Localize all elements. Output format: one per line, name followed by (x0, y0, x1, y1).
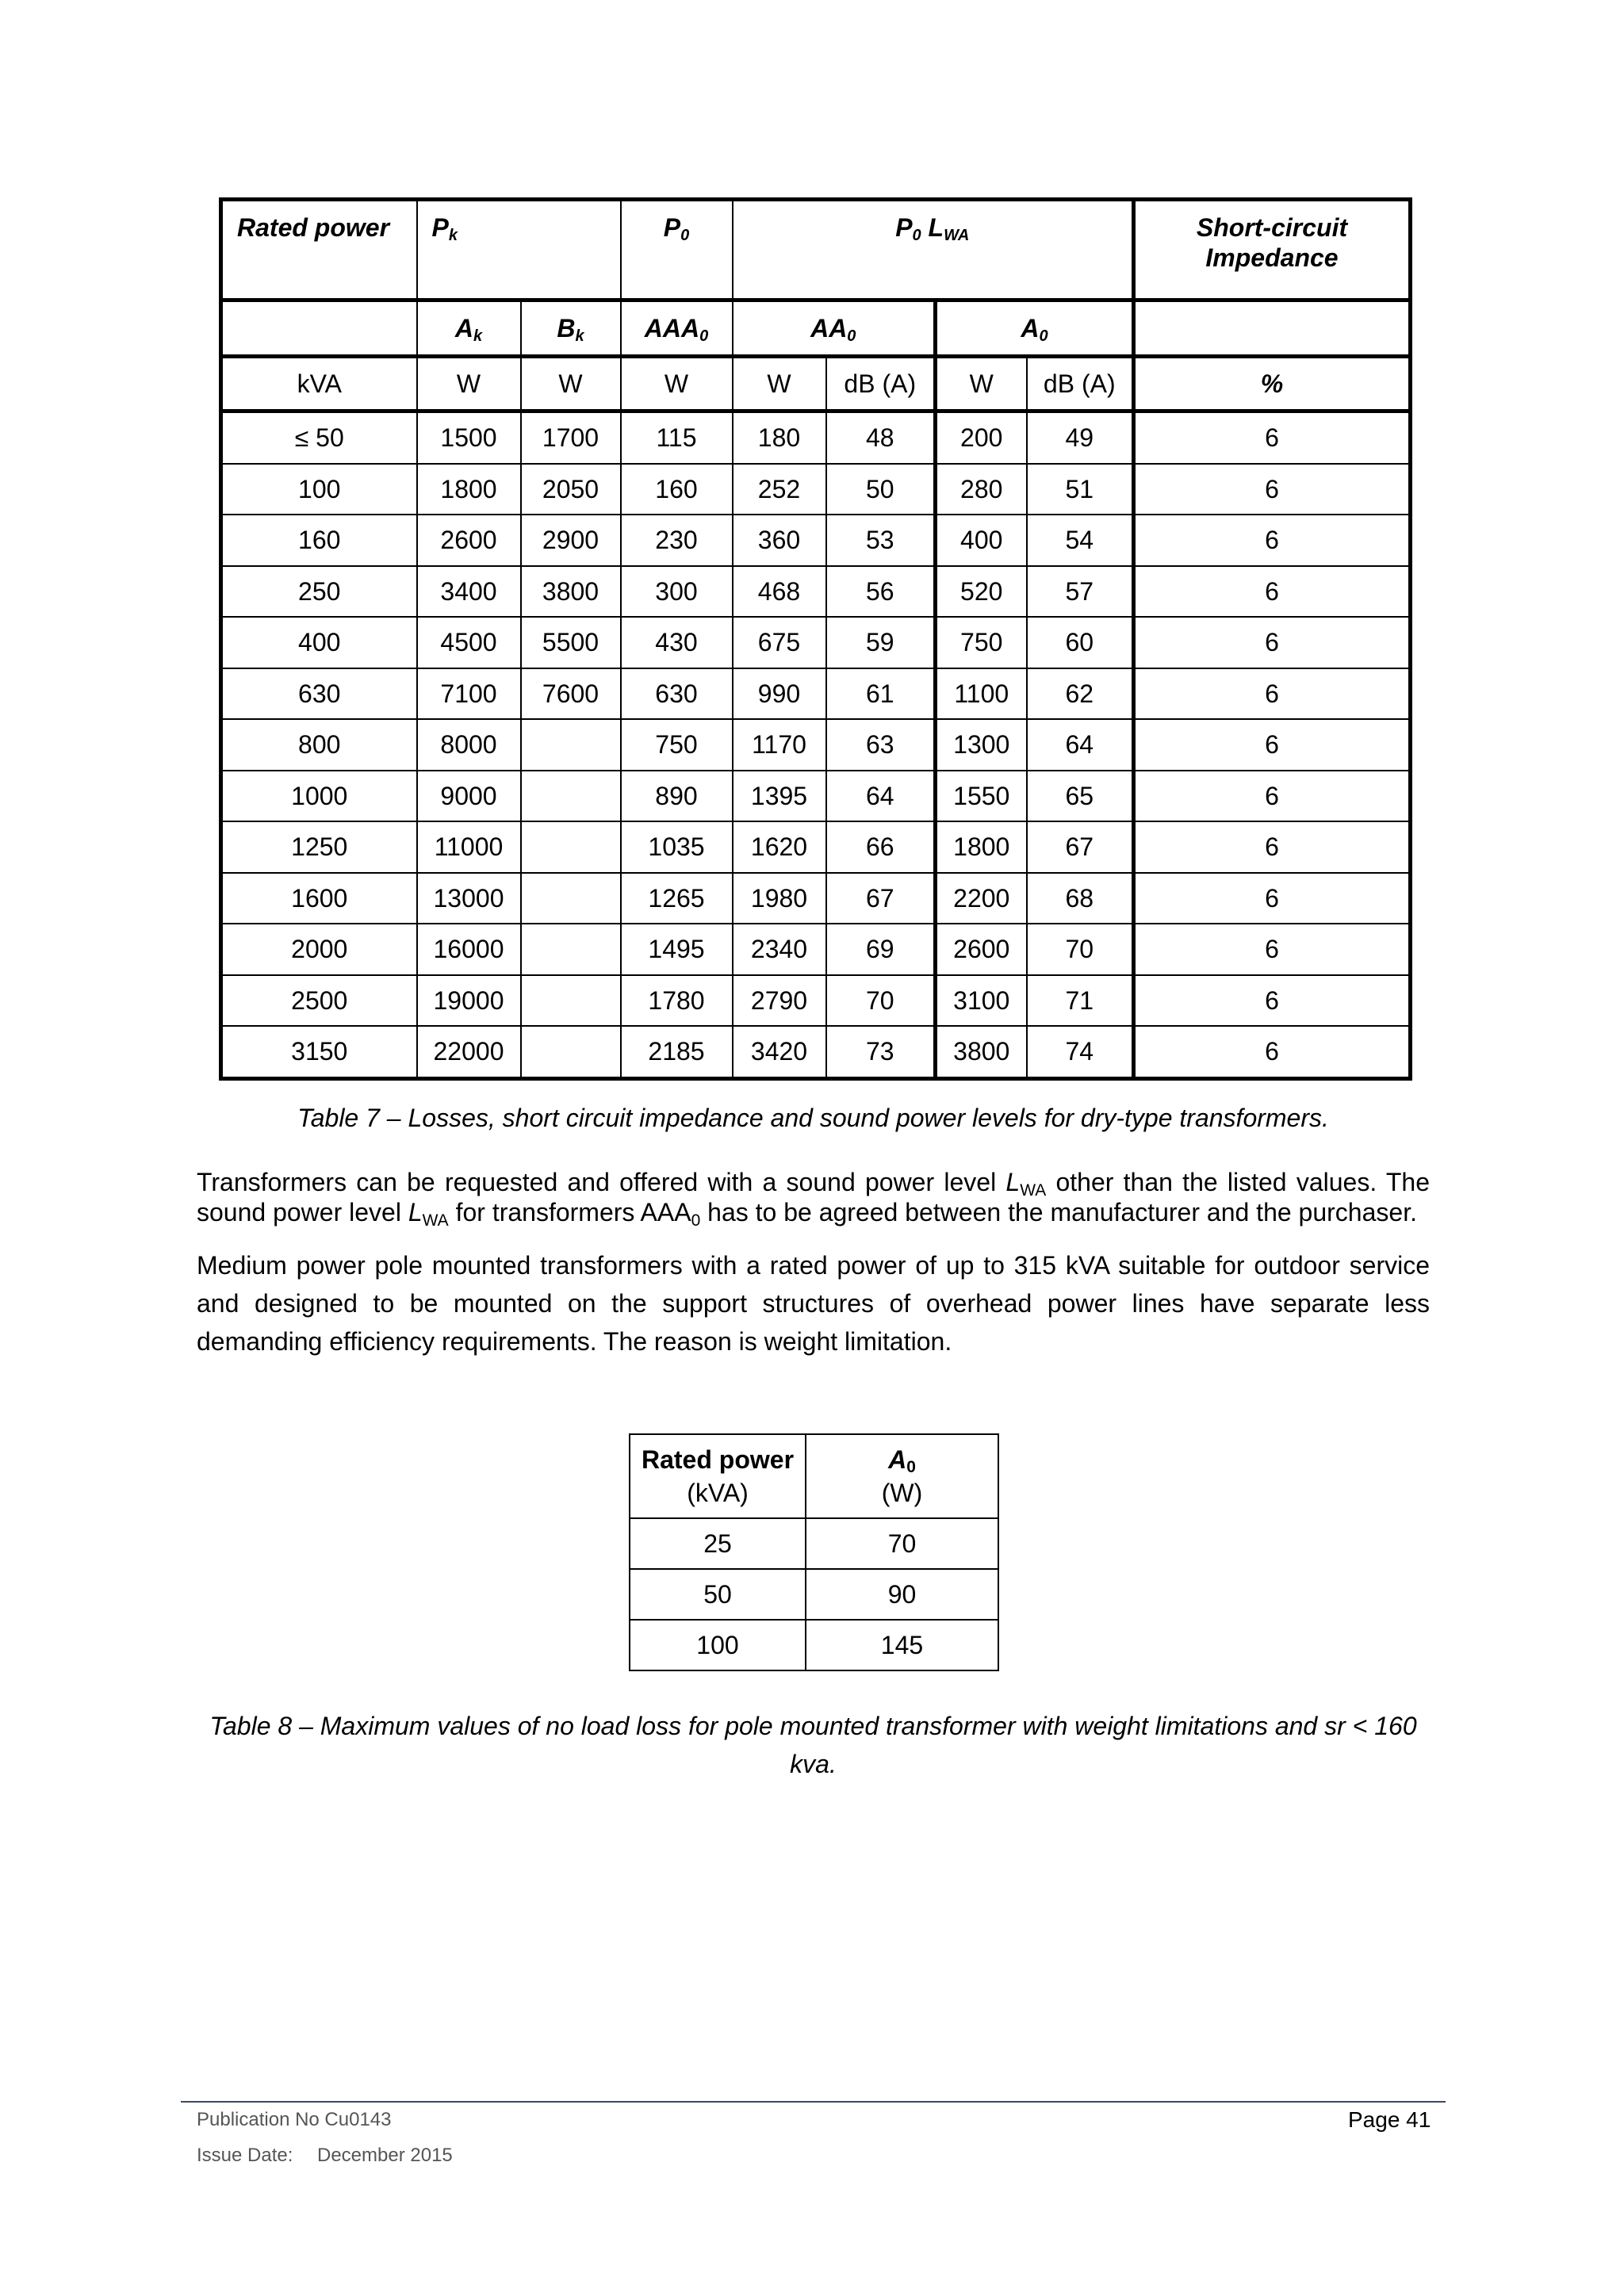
table-7-cell: 1495 (621, 924, 733, 975)
table-7-cell: 2600 (417, 515, 521, 566)
table-7-cell: 2500 (221, 975, 417, 1027)
table-7-cell: 61 (826, 668, 936, 720)
table-7-cell: 1700 (521, 411, 621, 464)
header-pk: $P_k$ (417, 200, 621, 300)
table-7-cell: 48 (826, 411, 936, 464)
table-8-cell: 100 (630, 1620, 806, 1670)
table-7-body (221, 411, 1411, 1079)
footer-publication: Publication No Cu0143 (197, 2109, 392, 2130)
table-7-cell (521, 1026, 621, 1078)
table-7-cell: 675 (733, 617, 826, 668)
table-7-cell: 13000 (417, 873, 521, 924)
table-7-cell: 630 (621, 668, 733, 720)
table-8-row (630, 1569, 998, 1620)
table-7-cell: 1300 (936, 719, 1027, 771)
table-7-cell: 1550 (936, 771, 1027, 822)
table-7-cell: 250 (221, 566, 417, 618)
unit-cell: W (733, 357, 826, 411)
table-7-cell: 57 (1027, 566, 1134, 618)
table-7-cell: 1170 (733, 719, 826, 771)
table-7-cell: 3150 (221, 1026, 417, 1078)
table-7-cell: 1800 (417, 464, 521, 515)
table-7-cell: 62 (1027, 668, 1134, 720)
table-7-cell: 7600 (521, 668, 621, 720)
table-7-cell: 468 (733, 566, 826, 618)
table-7-cell: 54 (1027, 515, 1134, 566)
table-7-cell: 70 (1027, 924, 1134, 975)
table-7-cell: 890 (621, 771, 733, 822)
table-7-cell: 67 (826, 873, 936, 924)
table-7-cell: 1395 (733, 771, 826, 822)
header-a0: $A_0$ (W) (806, 1434, 998, 1518)
table-7-cell: 22000 (417, 1026, 521, 1078)
table-7-cell: 65 (1027, 771, 1134, 822)
unit-cell: W (521, 357, 621, 411)
table-7-row (221, 668, 1411, 720)
table-7-cell: 3400 (417, 566, 521, 618)
table-7-cell: 66 (826, 821, 936, 873)
table-7-cell: 360 (733, 515, 826, 566)
table-7-row (221, 924, 1411, 975)
subheader-ak: $A_k$ (417, 300, 521, 357)
table-7-row (221, 617, 1411, 668)
table-7-cell: 11000 (417, 821, 521, 873)
subheader-empty-2 (1134, 300, 1411, 357)
subheader-a0: $A_0$ (936, 300, 1134, 357)
table-7-cell: 800 (221, 719, 417, 771)
table-7-cell: 1600 (221, 873, 417, 924)
table-7-cell: 2000 (221, 924, 417, 975)
table-7-cell: 2600 (936, 924, 1027, 975)
unit-cell: W (936, 357, 1027, 411)
table-7-cell: 160 (221, 515, 417, 566)
table-8-cell: 25 (630, 1518, 806, 1569)
table-7-cell: 2900 (521, 515, 621, 566)
table-7-cell: 280 (936, 464, 1027, 515)
table-7-cell: 19000 (417, 975, 521, 1027)
table-7-row (221, 975, 1411, 1027)
table-7-cell: 180 (733, 411, 826, 464)
table-7-row (221, 873, 1411, 924)
table-7-cell: 1250 (221, 821, 417, 873)
table-7-row (221, 1026, 1411, 1078)
table-7-cell: 630 (221, 668, 417, 720)
table-7-cell: 6 (1134, 515, 1411, 566)
table-7-cell: 100 (221, 464, 417, 515)
table-7-cell: 56 (826, 566, 936, 618)
table-7-cell: 2050 (521, 464, 621, 515)
subheader-empty (221, 300, 417, 357)
table-7-cell: 3100 (936, 975, 1027, 1027)
table-7-cell (521, 771, 621, 822)
page-number: Page 41 (1348, 2107, 1431, 2132)
table-7-cell (521, 975, 621, 1027)
table-7-cell: 6 (1134, 771, 1411, 822)
table-7-cell (521, 924, 621, 975)
table-7-cell: 520 (936, 566, 1027, 618)
unit-cell: % (1134, 357, 1411, 411)
table-7-cell: 430 (621, 617, 733, 668)
table-7-cell: 9000 (417, 771, 521, 822)
table-7-cell: 6 (1134, 873, 1411, 924)
table-7-cell: 160 (621, 464, 733, 515)
table-7-cell: 2185 (621, 1026, 733, 1078)
table-7-cell: 1035 (621, 821, 733, 873)
table-8-row (630, 1620, 998, 1670)
table-7-cell: 300 (621, 566, 733, 618)
table-7-cell: 3800 (521, 566, 621, 618)
table-7-caption: Table 7 – Losses, short circuit impedance and sound power levels for dry-type transformers. (297, 1104, 1329, 1132)
table-7-cell: 1500 (417, 411, 521, 464)
table-7-cell: 1265 (621, 873, 733, 924)
table-7-cell: 1620 (733, 821, 826, 873)
header-rated-power: Rated power (kVA) (630, 1434, 806, 1518)
header-p0: $P_0$ (621, 200, 733, 300)
header-short-circuit: Short-circuit Impedance (1134, 200, 1411, 300)
table-7-cell: 750 (936, 617, 1027, 668)
table-7-row (221, 771, 1411, 822)
table-8-cell: 90 (806, 1569, 998, 1620)
table-7-cell: 64 (826, 771, 936, 822)
table-7 (219, 197, 1412, 1081)
subheader-bk: $B_k$ (521, 300, 621, 357)
table-7-cell: 1000 (221, 771, 417, 822)
table-7-cell: 6 (1134, 1026, 1411, 1078)
table-7-cell: 74 (1027, 1026, 1134, 1078)
table-7-cell: 1800 (936, 821, 1027, 873)
header-p0-lwa: $P_0$ $L_{WA}$ (733, 200, 1134, 300)
table-7-cell: 8000 (417, 719, 521, 771)
unit-cell: dB (A) (826, 357, 936, 411)
table-7-cell: 7100 (417, 668, 521, 720)
table-7-cell: 70 (826, 975, 936, 1027)
table-7-cell: 3800 (936, 1026, 1027, 1078)
table-7-row (221, 411, 1411, 464)
table-7-cell: 6 (1134, 464, 1411, 515)
table-7-cell: 68 (1027, 873, 1134, 924)
footer-issue-date: December 2015 (317, 2145, 453, 2166)
paragraph-pole-mounted: Medium power pole mounted transformers with a rated power of up to 315 kVA suitable for outdoor service and designed to be mounted on the support structures of overhead power lines have separate less demanding efficiency requirements. The reason is weight limitation. (197, 1251, 1430, 1356)
table-7-cell: 1780 (621, 975, 733, 1027)
subheader-aa0: $AA_0$ (733, 300, 936, 357)
unit-cell: kVA (221, 357, 417, 411)
table-7-cell: ≤ 50 (221, 411, 417, 464)
table-7-cell: 1980 (733, 873, 826, 924)
table-7-cell: 2790 (733, 975, 826, 1027)
table-7-cell: 63 (826, 719, 936, 771)
table-7-cell: 64 (1027, 719, 1134, 771)
table-7-cell: 6 (1134, 975, 1411, 1027)
table-7-cell: 230 (621, 515, 733, 566)
table-7-cell: 16000 (417, 924, 521, 975)
table-7-cell: 6 (1134, 617, 1411, 668)
table-7-cell: 67 (1027, 821, 1134, 873)
table-7-cell: 60 (1027, 617, 1134, 668)
table-7-cell: 6 (1134, 821, 1411, 873)
table-7-cell: 200 (936, 411, 1027, 464)
table-8-caption: Table 8 – Maximum values of no load loss for pole mounted transformer with weight limitations and sr < 160 kva. (209, 1712, 1417, 1778)
table-7-cell (521, 873, 621, 924)
subheader-aaa0: $AAA_0$ (621, 300, 733, 357)
header-rated-power: Rated power (221, 200, 417, 300)
table-7-cell: 73 (826, 1026, 936, 1078)
table-7-cell: 51 (1027, 464, 1134, 515)
table-7-cell: 6 (1134, 668, 1411, 720)
table-8-body (630, 1518, 998, 1670)
table-7-cell: 6 (1134, 411, 1411, 464)
table-7-subheader-row (221, 300, 1411, 357)
table-7-cell: 5500 (521, 617, 621, 668)
table-7-row (221, 821, 1411, 873)
table-7-cell: 50 (826, 464, 936, 515)
table-7-cell: 400 (221, 617, 417, 668)
table-7-cell: 4500 (417, 617, 521, 668)
unit-cell: dB (A) (1027, 357, 1134, 411)
table-7-header-row (221, 200, 1411, 300)
table-7-row (221, 515, 1411, 566)
table-7-cell: 400 (936, 515, 1027, 566)
table-7-cell (521, 821, 621, 873)
table-7-units-row (221, 357, 1411, 411)
table-7-row (221, 719, 1411, 771)
unit-cell: W (417, 357, 521, 411)
table-7-cell: 750 (621, 719, 733, 771)
table-7-cell: 6 (1134, 566, 1411, 618)
footer-issue-label: Issue Date: (197, 2145, 293, 2166)
table-7-cell: 49 (1027, 411, 1134, 464)
unit-cell: W (621, 357, 733, 411)
table-8-cell: 70 (806, 1518, 998, 1569)
table-7-cell: 990 (733, 668, 826, 720)
table-7-cell: 3420 (733, 1026, 826, 1078)
table-7-cell: 53 (826, 515, 936, 566)
table-7-cell: 59 (826, 617, 936, 668)
table-8 (629, 1433, 999, 1671)
table-7-cell: 71 (1027, 975, 1134, 1027)
table-7-cell: 115 (621, 411, 733, 464)
table-7-row (221, 566, 1411, 618)
paragraph-sound-power: Transformers can be requested and offered with a sound power level $L_{WA}$ other than the listed values. The sound power level $L_{WA}$ for transformers $AAA_0$ has to be agreed between the manufacturer and the purchaser. (197, 1168, 1431, 1230)
table-8-cell: 145 (806, 1620, 998, 1670)
table-7-cell: 69 (826, 924, 936, 975)
table-8-header-row (630, 1434, 998, 1518)
table-7-cell (521, 719, 621, 771)
table-7-cell: 252 (733, 464, 826, 515)
table-7-row (221, 464, 1411, 515)
table-8-row (630, 1518, 998, 1569)
footer-divider (181, 2101, 1446, 2103)
table-7-cell: 6 (1134, 719, 1411, 771)
table-8-cell: 50 (630, 1569, 806, 1620)
table-7-cell: 1100 (936, 668, 1027, 720)
table-7-cell: 2200 (936, 873, 1027, 924)
table-7-cell: 6 (1134, 924, 1411, 975)
table-7-cell: 2340 (733, 924, 826, 975)
